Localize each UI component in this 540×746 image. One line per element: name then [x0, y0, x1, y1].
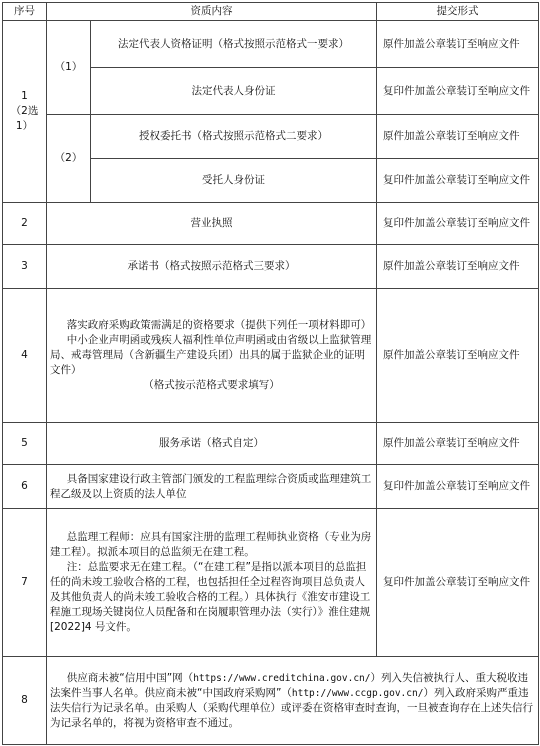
header-form: 提交形式 [377, 3, 539, 21]
row5-form: 原件加盖公章装订至响应文件 [377, 423, 539, 465]
row1-sub1-label: （1） [47, 21, 91, 115]
row6-seq: 6 [3, 465, 47, 509]
row8-paragraph [50, 671, 535, 731]
creditchina-link[interactable]: https://www.creditchina.gov.cn/ [193, 672, 371, 684]
row4-paragraph-3: （格式按示范格式要求填写） [143, 379, 280, 391]
row3-seq: 3 [3, 245, 47, 289]
row4-form: 原件加盖公章装订至响应文件 [377, 289, 539, 423]
row7-paragraph-1: 总监理工程师：应具有国家注册的监理工程师执业资格（专业为房建工程）。拟派本项目的总监须无在建工程。 [50, 531, 372, 558]
row7-form: 复印件加盖公章装订至响应文件 [377, 509, 539, 657]
table-row [3, 203, 539, 245]
table-row [3, 289, 539, 423]
row7-paragraph-2: 注：总监要求无在建工程。（“在建工程”是指以派本项目的总监担任的尚未竣工验收合格的工程，也包括担任全过程咨询项目总负责人及其他负责人的尚未竣工验收合格的工程。）具体执行《淮安市建设工程施工现场关键岗位人员配备和在岗履职管理办法（实行）》淮住建规[2022]4 号文件。 [50, 561, 371, 633]
table-row [3, 423, 539, 465]
row8-seq: 8 [3, 657, 47, 745]
row1-item2-content: 法定代表人身份证 [91, 68, 377, 115]
row5-content: 服务承诺（格式自定） [47, 423, 377, 465]
row8-text-3: ）列入政府采购严重违法失信行为记录名单。由采购人（采购代理单位）或评委在资格审查时查询，一旦被查询存在上述失信行为记录名单的，将视为资格审查不通过。 [50, 686, 533, 729]
row1-item3-content: 授权委托书（格式按照示范格式二要求） [91, 115, 377, 159]
row1-item4-content: 受托人身份证 [91, 159, 377, 203]
row4-paragraph-2: 中小企业声明函或残疾人福利性单位声明函或由省级以上监狱管理局、戒毒管理局（含新疆生产建设兵团）出具的属于监狱企业的证明文件） [50, 334, 372, 376]
row7-content [47, 509, 377, 657]
row1-item1-form: 原件加盖公章装订至响应文件 [377, 21, 539, 68]
row7-seq: 7 [3, 509, 47, 657]
table-row [3, 509, 539, 657]
row6-content [47, 465, 377, 509]
table-row [3, 657, 539, 745]
table-row [3, 115, 539, 159]
row1-item3-form: 原件加盖公章装订至响应文件 [377, 115, 539, 159]
row1-item4-form: 复印件加盖公章装订至响应文件 [377, 159, 539, 203]
row4-content [47, 289, 377, 423]
row2-form: 复印件加盖公章装订至响应文件 [377, 203, 539, 245]
header-content: 资质内容 [47, 3, 377, 21]
row4-seq: 4 [3, 289, 47, 423]
header-row [3, 3, 539, 21]
ccgp-link[interactable]: http://www.ccgp.gov.cn/ [291, 687, 424, 699]
row1-sub2-label: （2） [47, 115, 91, 203]
row3-content: 承诺书（格式按照示范格式三要求） [47, 245, 377, 289]
row5-seq: 5 [3, 423, 47, 465]
row8-content [47, 657, 539, 745]
qualification-table [2, 2, 539, 745]
row3-form: 原件加盖公章装订至响应文件 [377, 245, 539, 289]
row1-seq: 1 （2选 1） [3, 21, 47, 203]
row8-text-2: ）列入失信被执行人、重大税收违法案件当事人名单。供应商未被“中国政府采购网”（ [50, 671, 528, 699]
row1-item1-content: 法定代表人资格证明（格式按照示范格式一要求） [91, 21, 377, 68]
row1-item2-form: 复印件加盖公章装订至响应文件 [377, 68, 539, 115]
table-row [3, 245, 539, 289]
table-row [3, 21, 539, 68]
row2-content: 营业执照 [47, 203, 377, 245]
table-row [3, 465, 539, 509]
header-seq: 序号 [3, 3, 47, 21]
row2-seq: 2 [3, 203, 47, 245]
row4-paragraph-1: 落实政府采购政策需满足的资格要求（提供下列任一项材料即可） [66, 319, 372, 331]
row8-text-1: 供应商未被“信用中国”网（ [66, 671, 194, 684]
row6-form: 复印件加盖公章装订至响应文件 [377, 465, 539, 509]
row6-paragraph: 具备国家建设行政主管部门颁发的工程监理综合资质或监理建筑工程乙级及以上资质的法人单位 [50, 472, 372, 500]
